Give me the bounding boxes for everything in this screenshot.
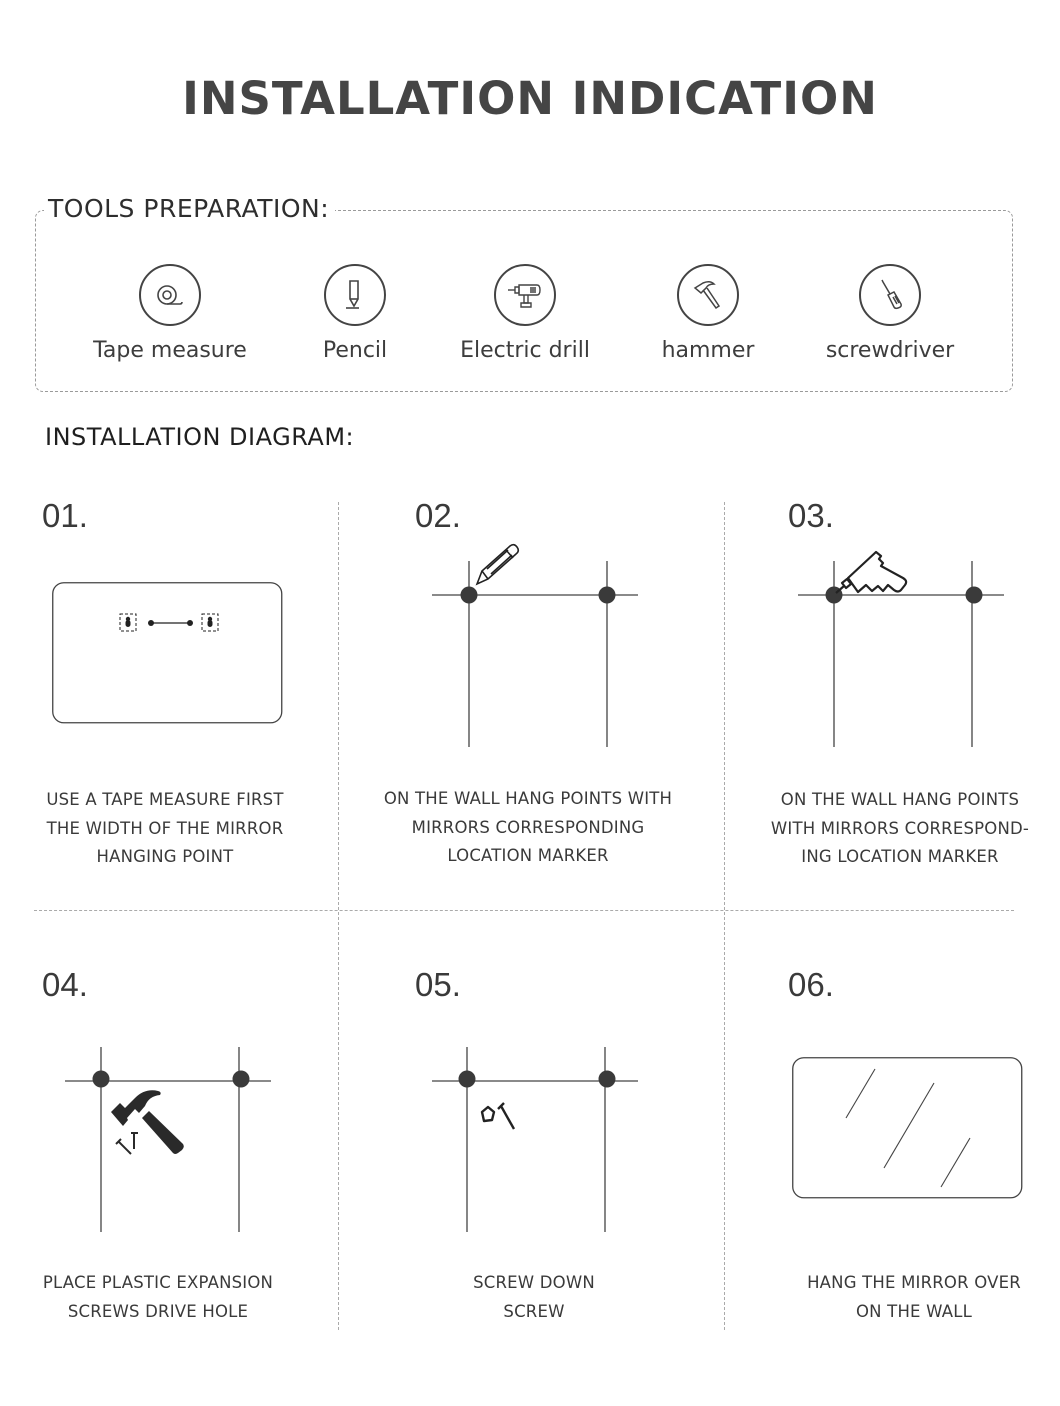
column-divider: [724, 502, 725, 1330]
tool-label: Pencil: [322, 338, 388, 363]
pencil-icon: [477, 545, 518, 584]
wall-grid-screw-figure: [432, 1040, 642, 1240]
step-description: HANG THE MIRROR OVER ON THE WALL: [807, 1273, 1021, 1321]
tape-measure-icon: [139, 264, 201, 326]
wall-grid-drill-figure: [798, 540, 1008, 750]
column-divider: [338, 502, 339, 1330]
tool-screwdriver: [800, 264, 980, 363]
tool-label: Electric drill: [460, 338, 590, 363]
step-description: ON THE WALL HANG POINTS WITH MIRRORS CORRESPONDING LOCATION MARKER: [383, 789, 673, 865]
mirror-front-figure: [792, 1057, 1023, 1199]
keyhole-hanger-icon: [202, 614, 218, 631]
hammer-icon: [677, 264, 739, 326]
step-number: 03.: [788, 497, 834, 534]
step-number: 05.: [415, 966, 461, 1003]
keyhole-hanger-icon: [120, 614, 136, 631]
page-title: INSTALLATION INDICATION: [182, 72, 878, 125]
tool-pencil: [265, 264, 445, 363]
step-number: 06.: [788, 966, 834, 1003]
screw-icon: [482, 1103, 514, 1129]
step-description: SCREW DOWN SCREW: [473, 1273, 595, 1321]
step-description: PLACE PLASTIC EXPANSION SCREWS DRIVE HOLE: [42, 1273, 274, 1321]
installation-diagram-heading: INSTALLATION DIAGRAM:: [45, 423, 355, 451]
nail-icon: [116, 1133, 138, 1154]
wall-grid-hammer-figure: [65, 1040, 275, 1240]
tool-electric-drill: [435, 264, 615, 363]
step-number: 02.: [415, 497, 461, 534]
tool-label: hammer: [661, 338, 755, 363]
electric-drill-icon: [836, 552, 906, 593]
tool-hammer: [618, 264, 798, 363]
wall-grid-pencil-figure: [432, 540, 642, 750]
screwdriver-icon: [859, 264, 921, 326]
row-divider: [34, 910, 1014, 911]
step-description: ON THE WALL HANG POINTS WITH MIRRORS CORRESPOND- ING LOCATION MARKER: [770, 790, 1030, 866]
step-description: USE A TAPE MEASURE FIRST THE WIDTH OF THE MIRROR HANGING POINT: [46, 790, 284, 866]
tool-label: Tape measure: [93, 338, 247, 363]
step-number: 04.: [42, 966, 88, 1003]
tool-tape-measure: [80, 264, 260, 363]
pencil-icon: [324, 264, 386, 326]
mirror-back-figure: [52, 582, 283, 724]
electric-drill-icon: [494, 264, 556, 326]
step-number: 01.: [42, 497, 88, 534]
tools-preparation-heading: TOOLS PREPARATION:: [44, 194, 335, 223]
tool-label: screwdriver: [825, 338, 955, 363]
